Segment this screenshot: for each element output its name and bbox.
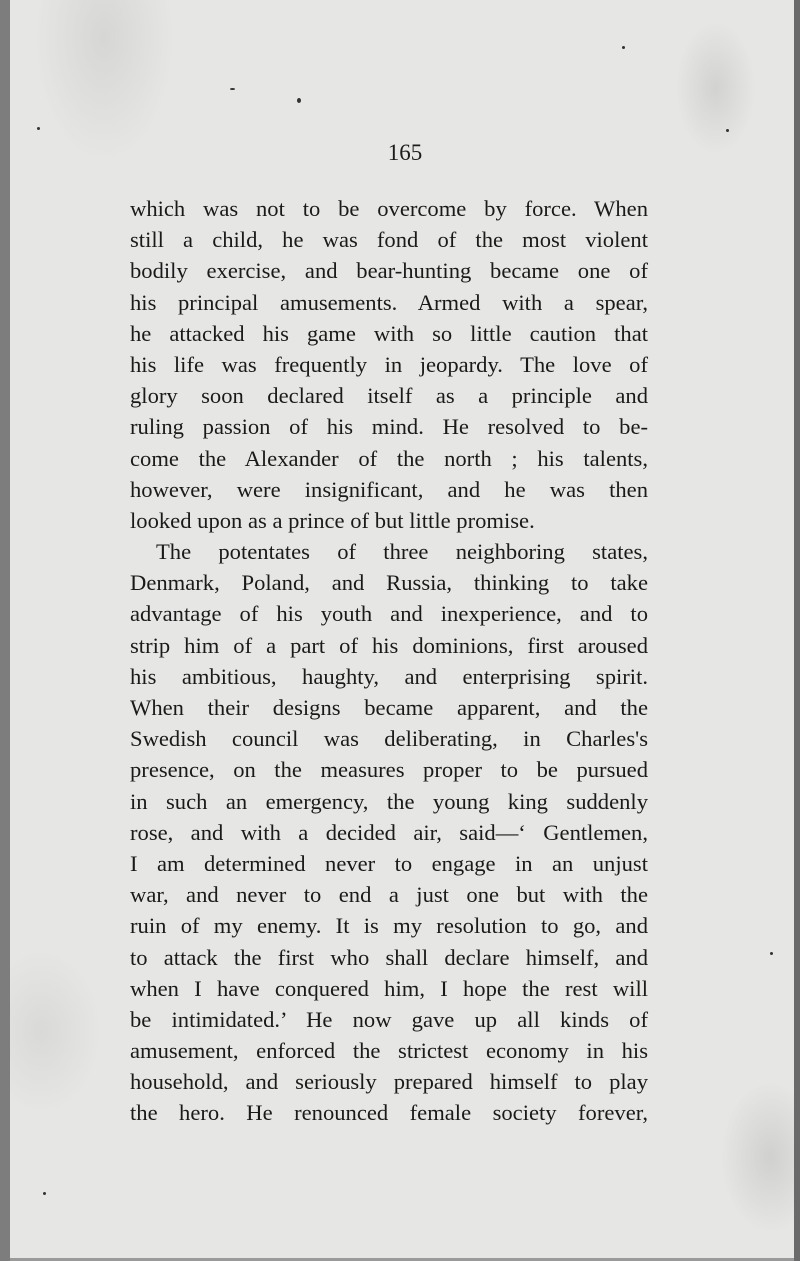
text-line: still a child, he was fond of the most violent	[130, 227, 648, 253]
text-line: when I have conquered him, I hope the rest will	[130, 975, 648, 1001]
text-line: come the Alexander of the north ; his talents,	[130, 445, 648, 471]
text-line: I am determined never to engage in an unjust	[130, 850, 648, 876]
scan-edge-left	[0, 0, 10, 1261]
text-line: in such an emergency, the young king suddenly	[130, 788, 648, 814]
text-line: ruling passion of his mind. He resolved to be-	[130, 414, 648, 440]
page-number: 165	[387, 140, 423, 165]
text-line: war, and never to end a just one but with the	[130, 882, 648, 908]
dust-speck	[230, 88, 235, 90]
body-text	[130, 193, 648, 1129]
text-line: his ambitious, haughty, and enterprising spirit.	[130, 663, 648, 689]
text-line: to attack the first who shall declare himself, and	[130, 944, 648, 970]
text-line: rose, and with a decided air, said—‘ Gentlemen,	[130, 819, 648, 845]
text-line: amusement, enforced the strictest economy in his	[130, 1038, 648, 1064]
dust-speck	[37, 127, 40, 130]
dust-speck	[43, 1192, 46, 1195]
dust-speck	[622, 46, 625, 49]
text-line: his principal amusements. Armed with a spear,	[130, 289, 648, 315]
dust-speck	[297, 98, 301, 103]
text-line: When their designs became apparent, and the	[130, 695, 648, 720]
book-page	[10, 0, 794, 1258]
text-line: ruin of my enemy. It is my resolution to go, and	[130, 913, 648, 939]
text-line: strip him of a part of his dominions, first aroused	[130, 632, 648, 658]
text-line: his life was frequently in jeopardy. The love of	[130, 351, 648, 377]
text-line: Denmark, Poland, and Russia, thinking to take	[130, 570, 648, 596]
text-line: be intimidated.’ He now gave up all kinds of	[130, 1006, 648, 1032]
dust-speck	[770, 952, 773, 955]
text-line: household, and seriously prepared himself to play	[130, 1069, 648, 1095]
text-line: presence, on the measures proper to be pursued	[130, 757, 648, 783]
text-line: however, were insignificant, and he was then	[130, 476, 648, 502]
text-line: advantage of his youth and inexperience, and to	[130, 601, 648, 627]
text-line: glory soon declared itself as a principle and	[130, 383, 648, 409]
text-line: bodily exercise, and bear-hunting became one of	[130, 258, 648, 284]
text-line: looked upon as a prince of but little promise.	[130, 507, 535, 533]
dust-speck	[726, 129, 729, 132]
text-line: the hero. He renounced female society forever,	[130, 1100, 648, 1126]
text-line: which was not to be overcome by force. When	[130, 196, 648, 221]
text-line: The potentates of three neighboring states,	[156, 539, 648, 565]
text-line: Swedish council was deliberating, in Charles's	[130, 726, 648, 752]
text-line: he attacked his game with so little caution that	[130, 320, 648, 346]
scan-edge-right	[794, 0, 800, 1261]
